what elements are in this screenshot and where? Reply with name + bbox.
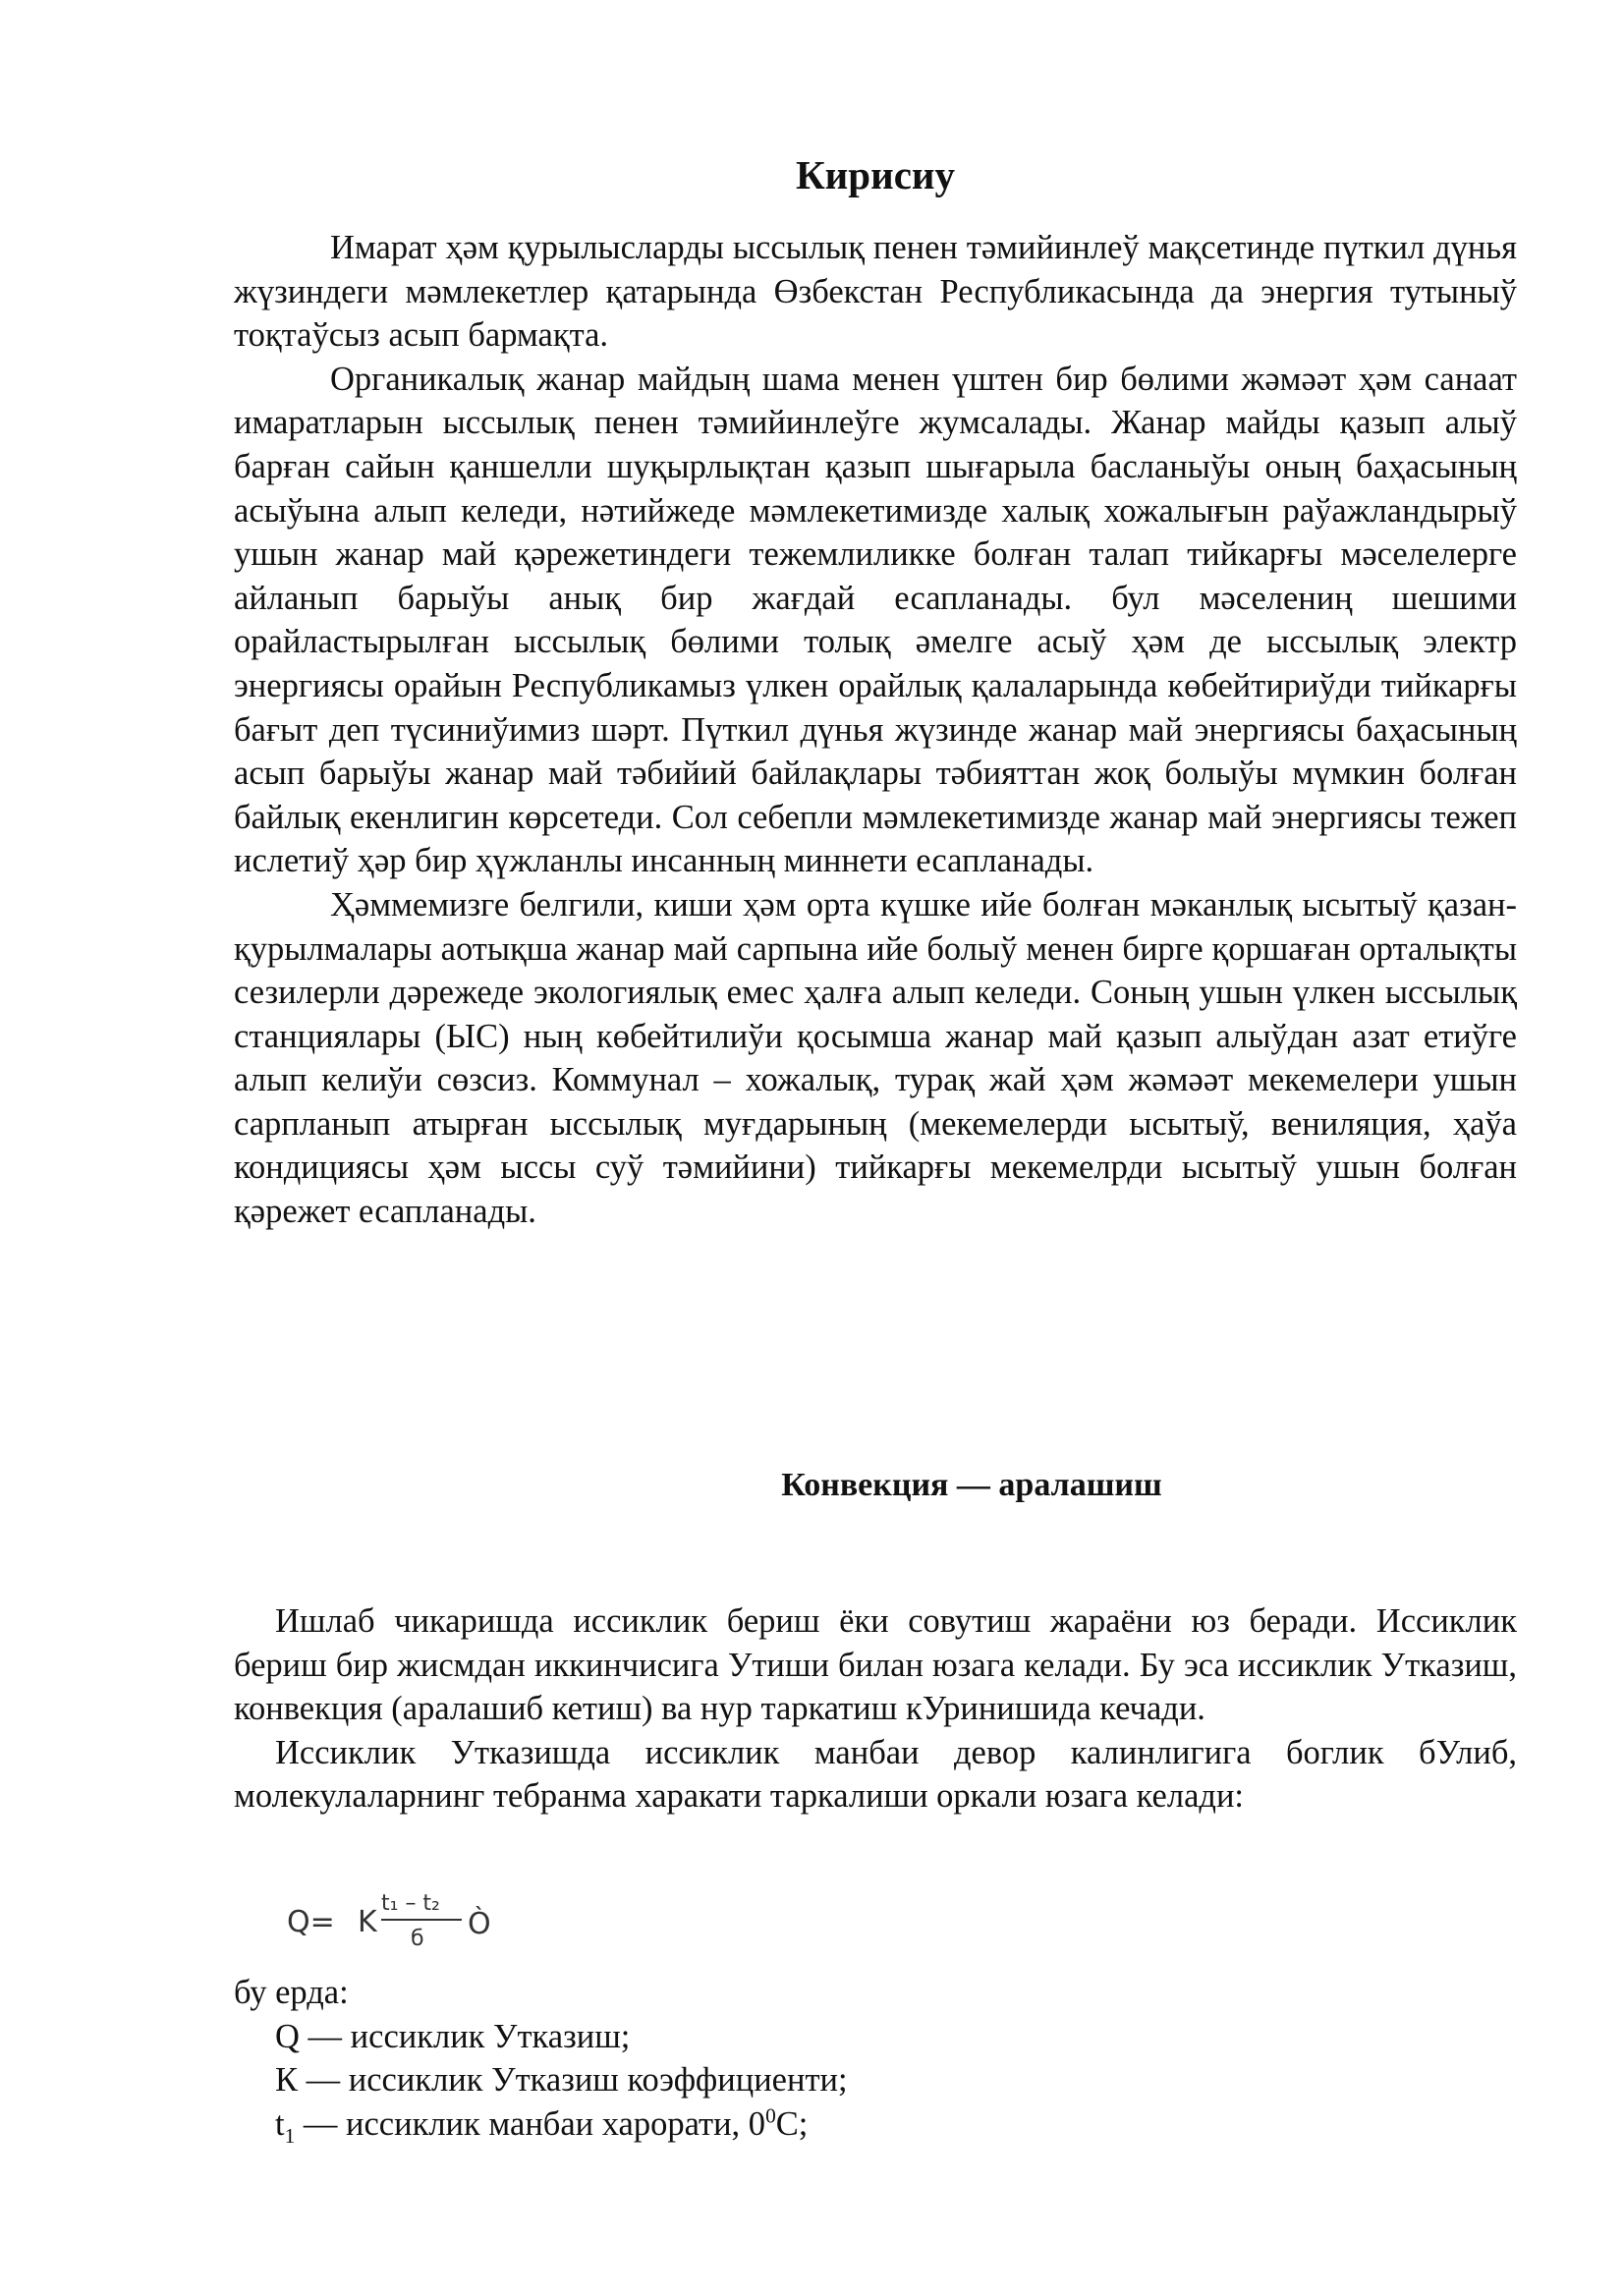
- convection-paragraph: Ишлаб чикаришда иссиклик бериш ёки совутиш жараёни юз беради. Иссиклик бериш бир жисмдан иккинчисига Утиши билан юзага келади. Бу эса иссиклик Утказиш, конвекция (аралашиб кетиш) ва нур таркатиш кУринишида кечади.: [234, 1602, 1517, 1728]
- definition-symbol: Q: [275, 2017, 300, 2055]
- definition-superscript: 0: [765, 2103, 776, 2128]
- formula-tail: Ò: [468, 1907, 491, 1941]
- definitions-list: [234, 1971, 1517, 2146]
- formula-numerator: t₁ – t₂: [381, 1891, 440, 1916]
- definition-symbol: t: [275, 2104, 285, 2143]
- formula-image: [285, 1882, 540, 1961]
- intro-paragraph: Имарат ҳәм қурылысларды ыссылық пенен тәмийинлеў мақсетинде пүткил дүнья жүзиндеги мәмлекетлер қатарында Өзбекстан Республикасында да энергия тутыныў тоқтаўсыз асып бармақта.: [234, 229, 1517, 355]
- formula-lhs: Q=: [287, 1905, 335, 1939]
- definition-item: [234, 2058, 1517, 2102]
- definition-unit: С;: [775, 2104, 809, 2143]
- where-label: бу ерда:: [234, 1974, 349, 2011]
- definition-text: — иссиклик Утказиш;: [299, 2017, 631, 2055]
- heat-transfer-formula: [285, 1882, 540, 1961]
- intro-paragraph: Ҳәммемизге белгили, киши ҳәм орта күшке ийе болған мәканлық ысытыў қазан-қурылмалары аотықша жанар май сарпына ийе болыў менен бирге қоршаған орталықты сезилерли дәрежеде экологиялық емес ҳалға алып келеди. Соның ушын үлкен ыссылық станциялары (ЫС) ның көбейтилиўи қосымша жанар май қазып алыўдан азат етиўге алып келиўи сөзсиз. Коммунал – хожалық, турақ жай ҳәм жәмәәт мекемелери ушын сарпланып атырған ыссылық муғдарының (мекемелерди ысытыў, вениляция, ҳаўа кондициясы ҳәм ыссы суў тәмийини) тийкарғы мекемелрди ысытыў ушын болған қәрежет есапланады.: [234, 885, 1517, 1231]
- page-title: Кирисиу: [795, 152, 956, 197]
- definition-text: — иссиклик манбаи харорати, 0: [295, 2104, 766, 2143]
- definition-symbol: К: [275, 2061, 299, 2100]
- intro-section: [234, 226, 1517, 1234]
- intro-paragraph: Органикалық жанар майдың шама менен үштен бир бөлими жәмәәт ҳәм санаат имаратларын ыссылық пенен тәмийинлеўге жумсалады. Жанар майды қазып алыў барған сайын қаншелли шуқырлықтан қазып шығарыла басланыўы оның баҳасының асыўына алып келеди, нәтийжеде мәмлекетимизде халық хожалығын раўажландырыў ушын жанар май қәрежетиндеги тежемлиликке болған талап тийкарғы мәселелерге айланып барыўы анық бир жағдай есапланады. бул мәселениң шешими орайластырылған ыссылық бөлими толық әмелге асыў ҳәм де ыссылық электр энергиясы орайын Республикамыз үлкен орайлық қалаларында көбейтириўди тийкарғы бағыт деп түсиниўимиз шәрт. Пүткил дүнья жүзинде жанар май энергиясы баҳасының асып барыўы жанар май тәбийий байлақлары тәбияттан жоқ болыўы мүмкин болған байлық екенлигин көрсетеди. Сол себепли мәмлекетимизде жанар май энергиясы тежеп ислетиў ҳәр бир ҳүжланлы инсанның миннети есапланады.: [234, 360, 1517, 880]
- definition-item: [234, 2102, 1517, 2147]
- section-heading: Конвекция — аралашиш: [781, 1467, 1162, 1503]
- definition-subscript: 1: [284, 2123, 296, 2148]
- convection-section: [234, 1599, 1517, 1819]
- formula-denominator: б: [411, 1927, 424, 1951]
- formula-coefficient: K: [358, 1905, 377, 1939]
- definition-item: [234, 2015, 1517, 2059]
- convection-paragraph: Иссиклик Утказишда иссиклик манбаи девор калинлигига боглик бУлиб, молекулаларнинг тебранма харакати таркалиши оркали юзага келади:: [234, 1733, 1517, 1816]
- definition-text: — иссиклик Утказиш коэффициенти;: [298, 2061, 848, 2100]
